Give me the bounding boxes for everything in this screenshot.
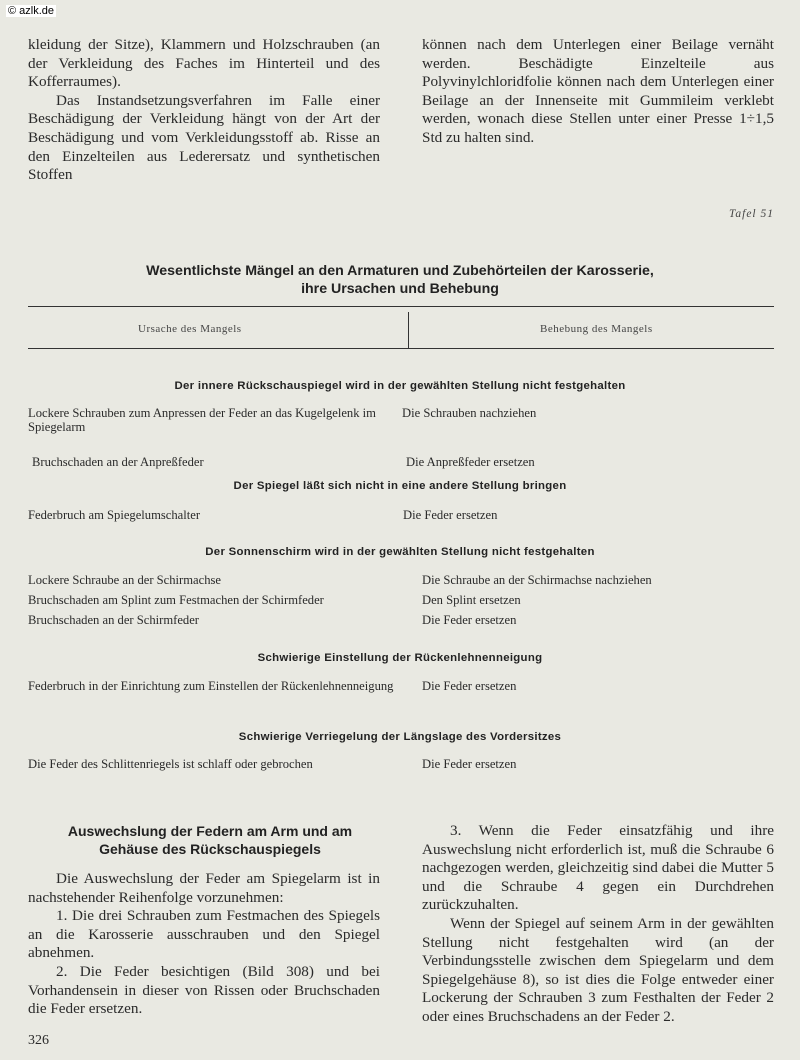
- paragraph: kleidung der Sitze), Klammern und Holzschrauben (an der Verkleidung des Faches im Hinterteil und des Kofferraumes).: [28, 36, 380, 91]
- section-title: Schwierige Verriegelung der Längslage des Vordersitzes: [238, 731, 562, 743]
- cause-cell: Federbruch in der Einrichtung zum Einstellen der Rückenlehnenneigung: [28, 679, 394, 693]
- column-divider: [408, 312, 409, 348]
- cause-cell: Lockere Schrauben zum Anpressen der Feder an das Kugelgelenk im Spiegelarm: [28, 406, 376, 434]
- section-title: Der innere Rückschauspiegel wird in der gewählten Stellung nicht festgehalten: [174, 380, 626, 392]
- table-title-line: ihre Ursachen und Behebung: [301, 281, 499, 297]
- column-header-fix: Behebung des Mangels: [540, 323, 653, 335]
- section-heading: [30, 822, 390, 858]
- table-header-rule: [28, 348, 774, 349]
- paragraph: 2. Die Feder besichtigen (Bild 308) und bei Vorhandensein in dieser von Rissen oder Bruchschaden die Feder ersetzen.: [28, 962, 380, 1018]
- fix-cell: Die Feder ersetzen: [422, 757, 517, 771]
- cause-cell: Lockere Schraube an der Schirmachse: [28, 573, 222, 587]
- fix-cell: Die Anpreßfeder ersetzen: [406, 455, 535, 469]
- table-top-rule: [28, 306, 774, 307]
- table-number: Tafel 51: [729, 208, 774, 220]
- paragraph: Wenn der Spiegel auf seinem Arm in der gewählten Stellung nicht festgehalten wird (an der Verbindungsstelle zwischen dem Spiegelarm und dem Spiegelgehäuse 8), so ist dies die Folge entweder einer Lockerung der Schrauben 3 zum Festhalten der Feder 2 oder eines Bruchschadens an der Feder 2.: [422, 914, 774, 1025]
- cause-cell: Bruchschaden an der Schirmfeder: [28, 613, 199, 627]
- paragraph: 3. Wenn die Feder einsatzfähig und ihre Auswechslung nicht erforderlich ist, muß die Schraube 6 nachgezogen werden, gleichzeitig sind dabei die Mutter 5 und die Schraube 4 gegen ein Durchdrehen zurückzuhalten.: [422, 822, 774, 914]
- heading-line: Gehäuse des Rückschauspiegels: [99, 841, 321, 857]
- bottom-right-text: [422, 822, 774, 1027]
- top-right-text: [422, 36, 774, 148]
- fix-cell: Den Splint ersetzen: [422, 593, 521, 607]
- fix-cell: Die Feder ersetzen: [422, 679, 517, 693]
- paragraph: Das Instandsetzungsverfahren im Falle einer Beschädigung der Verkleidung hängt von der Art der Beschädigung und vom Verkleidungsstoff ab. Risse an den Einzelteilen aus Lederersatz und synthetischen Stoffen: [28, 91, 380, 184]
- page-number: 326: [28, 1033, 49, 1048]
- table-title-line: Wesentlichste Mängel an den Armaturen und Zubehörteilen der Karosserie,: [146, 263, 654, 279]
- section-title: Schwierige Einstellung der Rückenlehnenneigung: [257, 652, 543, 664]
- column-header-cause: Ursache des Mangels: [138, 323, 242, 335]
- section-title: Der Spiegel läßt sich nicht in eine andere Stellung bringen: [233, 480, 567, 492]
- cause-cell: Bruchschaden am Splint zum Festmachen der Schirmfeder: [28, 593, 324, 607]
- fix-cell: Die Schrauben nachziehen: [402, 406, 537, 420]
- paragraph: Die Auswechslung der Feder am Spiegelarm ist in nachstehender Reihenfolge vorzunehmen:: [28, 870, 380, 906]
- bottom-left-text: [28, 870, 380, 1019]
- section-title: Der Sonnenschirm wird in der gewählten Stellung nicht festgehalten: [205, 546, 595, 558]
- top-left-text: [28, 36, 380, 185]
- cause-cell: Bruchschaden an der Anpreßfeder: [32, 455, 204, 469]
- cause-cell: Die Feder des Schlittenriegels ist schlaff oder gebrochen: [28, 757, 313, 771]
- fix-cell: Die Feder ersetzen: [422, 613, 517, 627]
- cause-cell: Federbruch am Spiegelumschalter: [28, 508, 201, 522]
- fix-cell: Die Schraube an der Schirmachse nachziehen: [422, 573, 652, 587]
- paragraph: können nach dem Unterlegen einer Beilage vernäht werden. Beschädigte Einzelteile aus Polyvinylchloridfolie können nach dem Unterlegen einer Beilage an der Innenseite mit Gummileim verklebt werden, wonach diese Stellen unter einer Presse 1÷1,5 Std zu halten sind.: [422, 36, 774, 146]
- fix-cell: Die Feder ersetzen: [403, 508, 498, 522]
- heading-line: Auswechslung der Federn am Arm und am: [67, 823, 353, 839]
- watermark: © azlk.de: [8, 5, 55, 17]
- paragraph: 1. Die drei Schrauben zum Festmachen des Spiegels an die Karosserie ausschrauben und den Spiegel abnehmen.: [28, 907, 380, 962]
- table-title: [0, 262, 800, 298]
